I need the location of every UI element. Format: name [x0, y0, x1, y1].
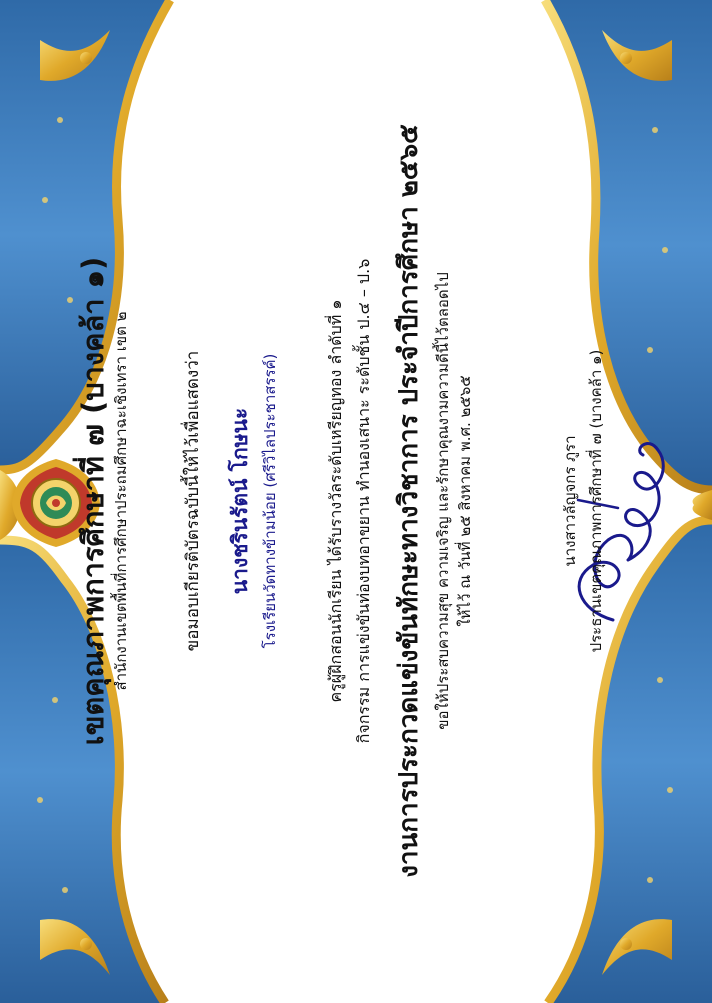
issuer-office-title: เขตคุณภาพการศึกษาที่ ๗ (บางคล้า ๑)	[76, 256, 110, 746]
blessing-text: ขอให้ประสบความสุข ความเจริญ และรักษาคุณงามความดีนี้ไว้ตลอดไป	[434, 272, 452, 730]
issuer-suborganization: สำนักงานเขตพื้นที่การศึกษาประถมศึกษาฉะเชิงเทรา เขต ๒	[112, 311, 130, 691]
recipient-school: โรงเรียนวัดทางข้ามน้อย (ศรีวิไลประชาสรรค์)	[261, 353, 279, 649]
signer-position: ประธานเขตคุณภาพการศึกษาที่ ๗ (บางคล้า ๑)	[587, 349, 605, 653]
award-line-1: ครูผู้ฝึกสอนนักเรียน ได้รับรางวัลระดับเหรียญทอง ลำดับที่ ๑	[326, 299, 345, 703]
award-line-2: กิจกรรม การแข่งขันท่องบทอาขยาน ทำนองเสนาะ ระดับชั้น ป.๔ – ป.๖	[354, 258, 373, 744]
recipient-name: นางชรินรัตน์ โกษนะ	[228, 407, 252, 595]
event-title: งานการประกวดแข่งขันทักษะทางวิชาการ ประจำปีการศึกษา ๒๕๖๕	[394, 124, 424, 878]
signer-name: นางสาวลัญจกร ภูรา	[561, 435, 579, 567]
issued-date: ให้ไว้ ณ วันที่ ๒๕ สิงหาคม พ.ศ. ๒๕๖๕	[456, 375, 474, 627]
certificate-intro: ขอมอบเกียรติบัตรฉบับนี้ให้ไว้เพื่อแสดงว่า	[183, 350, 203, 652]
certificate-text-block	[76, 71, 636, 931]
